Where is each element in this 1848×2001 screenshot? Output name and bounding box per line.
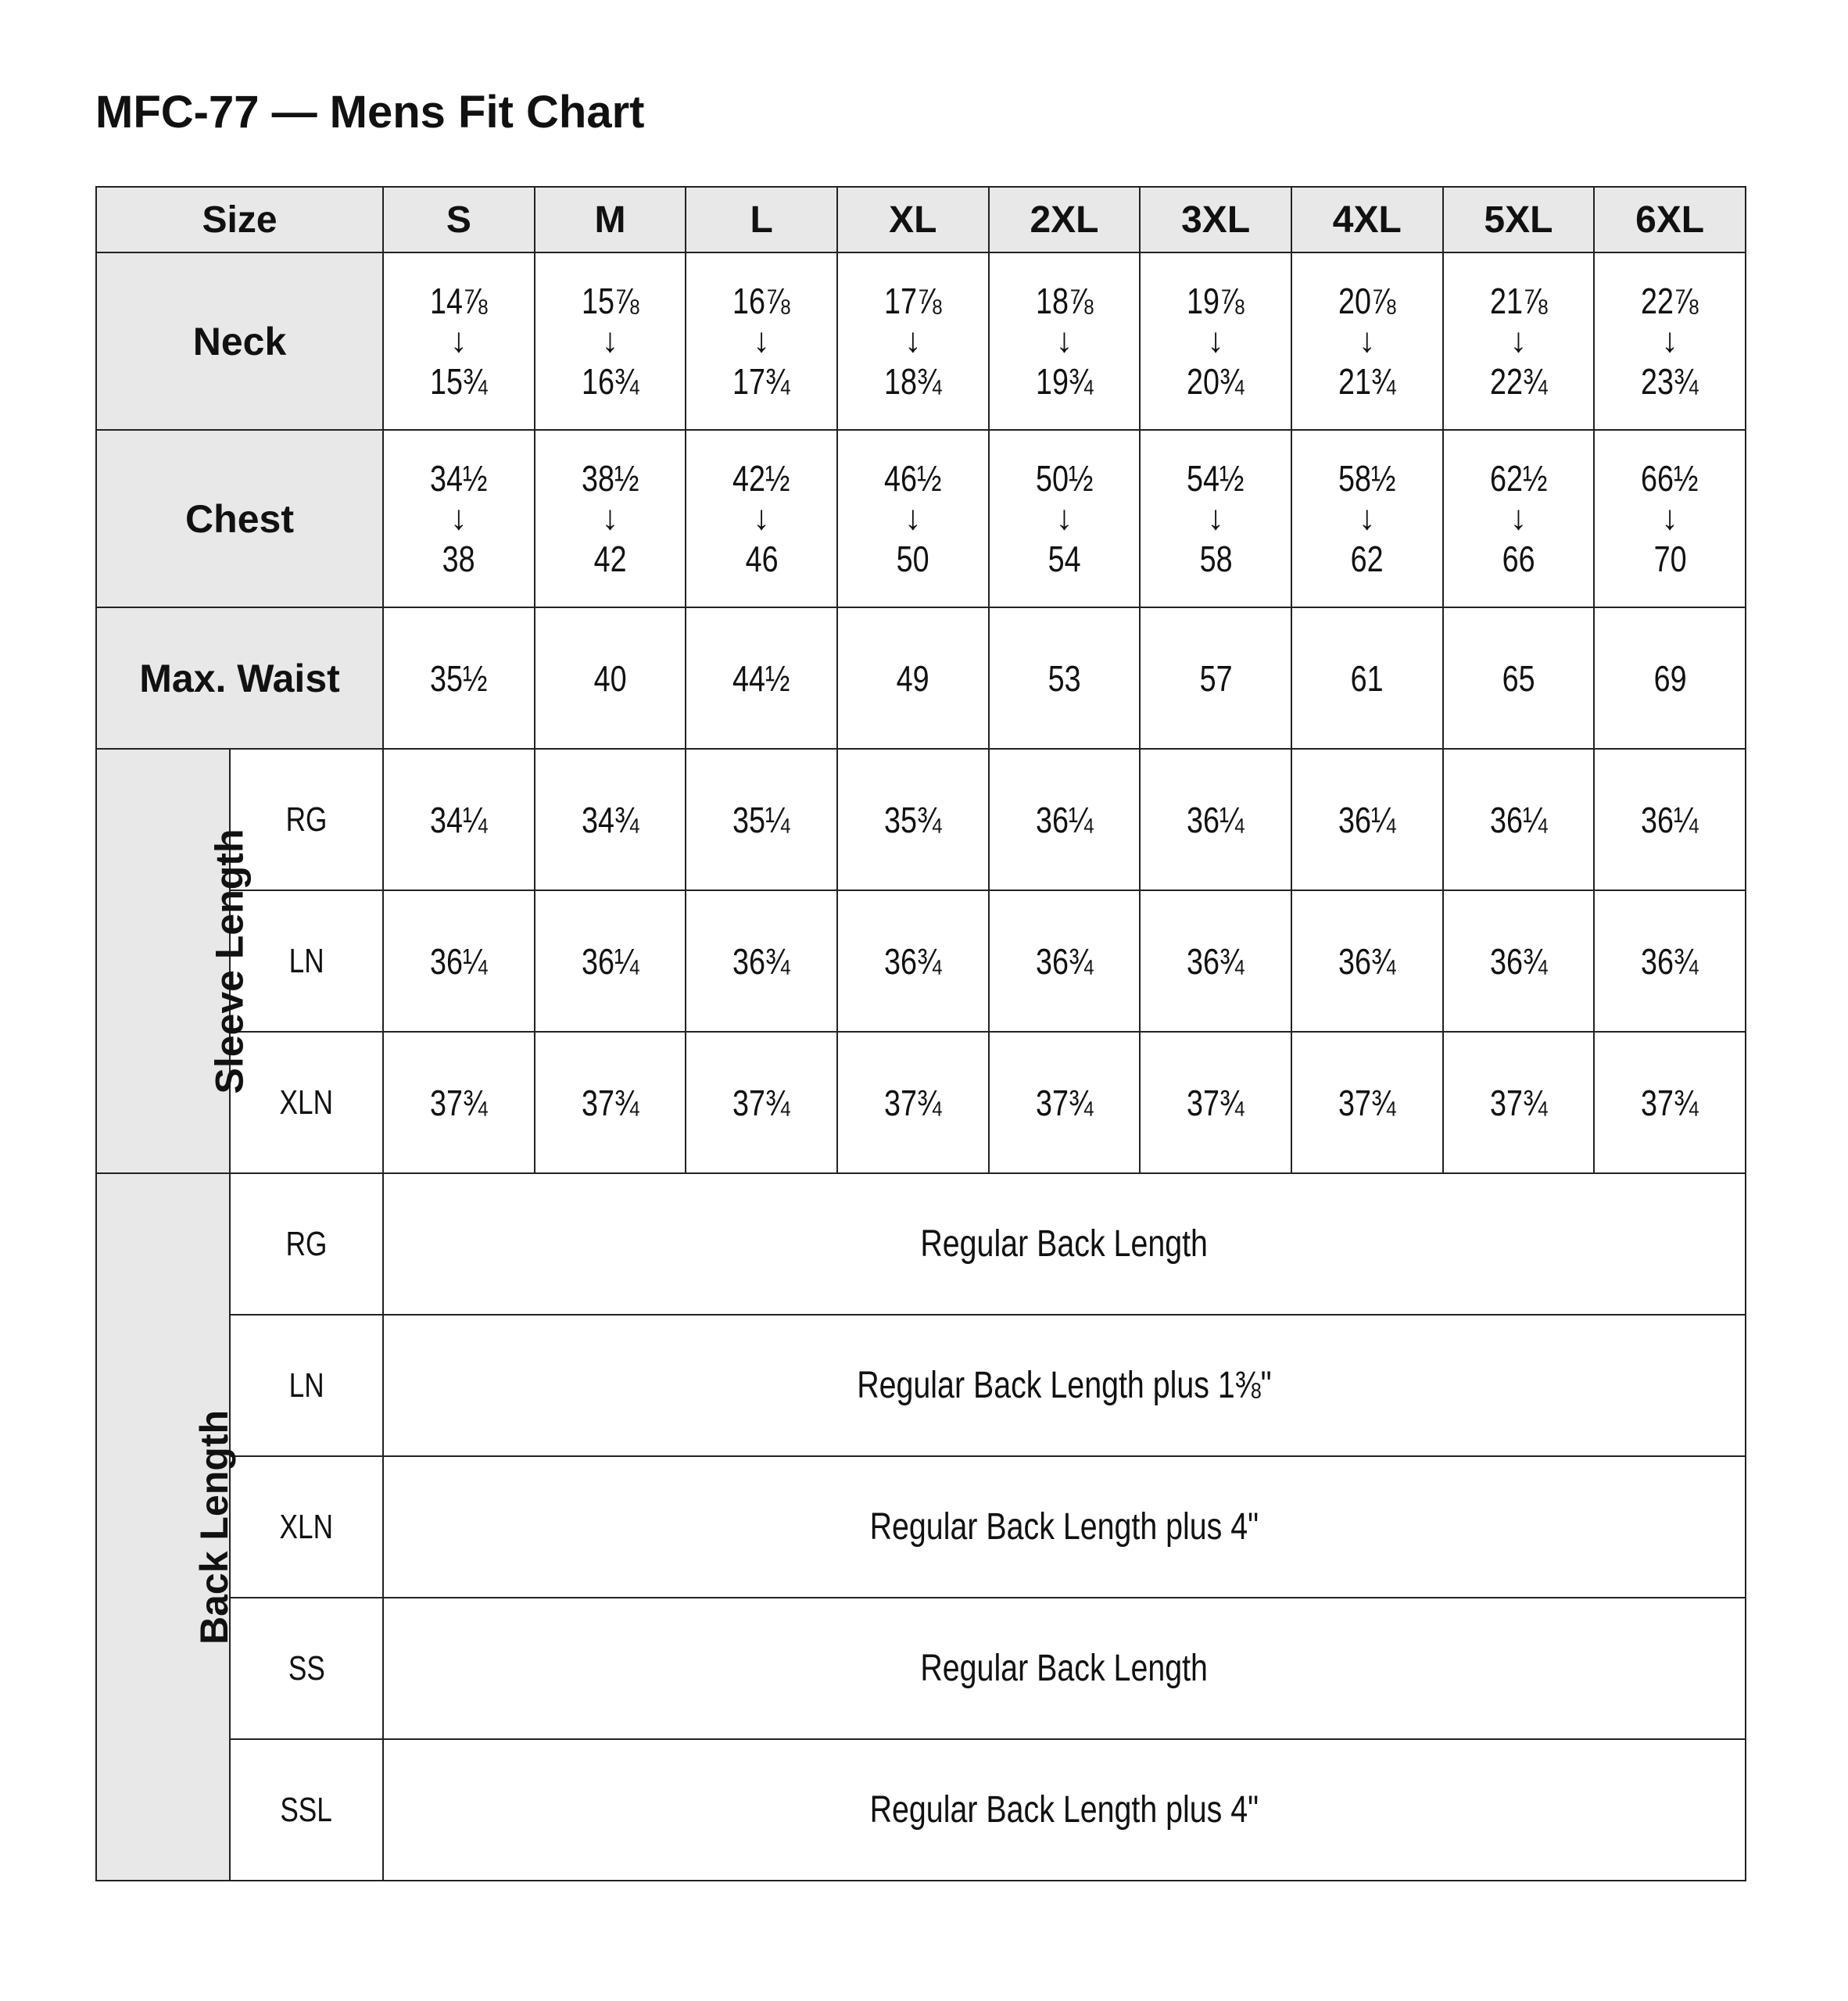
waist-row [96, 607, 1746, 749]
sleeve-value: 37¾ [1338, 1082, 1396, 1123]
chest-cell [1291, 430, 1443, 607]
sleeve-cell [1140, 1032, 1291, 1173]
arrow-down-icon: ↓ [1661, 321, 1679, 360]
waist-cell [1594, 607, 1746, 749]
size-column-header: 4XL [1291, 187, 1443, 252]
sleeve-cell [1140, 749, 1291, 890]
back-length-label: Back Length [192, 1409, 237, 1645]
arrow-down-icon: ↓ [601, 321, 619, 360]
sleeve-cell [989, 1032, 1141, 1173]
sleeve-value: 37¾ [1641, 1082, 1699, 1123]
sleeve-cell [1443, 749, 1595, 890]
arrow-down-icon: ↓ [1358, 499, 1376, 538]
sleeve-cell [837, 1032, 989, 1173]
arrow-down-icon: ↓ [904, 499, 922, 538]
neck-row [96, 252, 1746, 430]
arrow-down-icon: ↓ [1055, 321, 1073, 360]
neck-range-to: 21¾ [1338, 360, 1396, 402]
sleeve-value: 37¾ [732, 1082, 790, 1123]
sleeve-value: 37¾ [1035, 1082, 1094, 1123]
chest-range-to: 46 [745, 538, 779, 579]
waist-value: 65 [1502, 657, 1535, 699]
neck-range-from: 19⅞ [1187, 281, 1245, 322]
waist-value: 40 [593, 657, 627, 699]
chest-range-from: 38½ [581, 458, 639, 499]
sleeve-value: 36¾ [1035, 940, 1094, 982]
sleeve-value: 34¼ [430, 799, 488, 840]
chest-range-from: 66½ [1641, 458, 1699, 499]
sleeve-value: 36¾ [1641, 940, 1699, 982]
neck-range-from: 16⅞ [732, 281, 790, 322]
sleeve-value: 35¾ [884, 799, 942, 840]
neck-range-from: 17⅞ [884, 281, 942, 322]
sleeve-fit-label [230, 1032, 383, 1173]
neck-cell [535, 252, 686, 430]
arrow-down-icon: ↓ [904, 321, 922, 360]
sleeve-value: 35¼ [732, 799, 790, 840]
sleeve-value: 37¾ [1187, 1082, 1245, 1123]
neck-cell [1594, 252, 1746, 430]
neck-range-to: 15¾ [430, 360, 488, 402]
sleeve-cell [1594, 749, 1746, 890]
chest-range-to: 58 [1199, 538, 1233, 579]
fit-code: LN [288, 941, 324, 980]
sleeve-fit-label [230, 749, 383, 890]
sleeve-row [96, 749, 1746, 890]
back-fit-label [230, 1739, 383, 1881]
waist-cell [1291, 607, 1443, 749]
waist-value: 57 [1199, 657, 1233, 699]
waist-cell [837, 607, 989, 749]
sleeve-value: 36¾ [732, 940, 790, 982]
sleeve-cell [1291, 749, 1443, 890]
chest-range-to: 50 [896, 538, 929, 579]
sleeve-cell [837, 749, 989, 890]
neck-cell [383, 252, 535, 430]
sleeve-cell [1443, 1032, 1595, 1173]
size-column-header: 6XL [1594, 187, 1746, 252]
arrow-down-icon: ↓ [753, 321, 771, 360]
neck-cell [1291, 252, 1443, 430]
back-row [96, 1173, 1746, 1315]
waist-cell [686, 607, 837, 749]
chest-range-to: 62 [1350, 538, 1384, 579]
chest-range-to: 70 [1653, 538, 1687, 579]
back-length-text: Regular Back Length plus 1⅜" [857, 1365, 1272, 1406]
sleeve-value: 36¾ [1489, 940, 1548, 982]
chest-cell [837, 430, 989, 607]
chest-row [96, 430, 1746, 607]
waist-value: 35½ [430, 657, 488, 699]
back-length-text: Regular Back Length plus 4" [869, 1506, 1259, 1548]
chest-range-from: 46½ [884, 458, 942, 499]
sleeve-cell [535, 1032, 686, 1173]
fit-code: LN [288, 1366, 324, 1405]
sleeve-cell [1140, 890, 1291, 1032]
sleeve-cell [1594, 890, 1746, 1032]
waist-cell [989, 607, 1141, 749]
chest-range-from: 50½ [1035, 458, 1094, 499]
arrow-down-icon: ↓ [449, 499, 467, 538]
sleeve-cell [383, 890, 535, 1032]
sleeve-value: 34¾ [581, 799, 639, 840]
sleeve-fit-label [230, 890, 383, 1032]
size-column-header: M [535, 187, 686, 252]
arrow-down-icon: ↓ [1510, 321, 1527, 360]
back-fit-label [230, 1315, 383, 1456]
arrow-down-icon: ↓ [1510, 499, 1527, 538]
chest-range-to: 66 [1502, 538, 1535, 579]
waist-label: Max. Waist [96, 607, 383, 749]
waist-value: 44½ [732, 657, 790, 699]
sleeve-value: 37¾ [581, 1082, 639, 1123]
waist-cell [1140, 607, 1291, 749]
neck-range-from: 22⅞ [1641, 281, 1699, 322]
size-header: Size [96, 187, 383, 252]
sleeve-cell [989, 890, 1141, 1032]
neck-range-from: 18⅞ [1035, 281, 1094, 322]
chest-cell [383, 430, 535, 607]
arrow-down-icon: ↓ [449, 321, 467, 360]
back-length-text: Regular Back Length [920, 1223, 1209, 1265]
sleeve-value: 36¼ [581, 940, 639, 982]
neck-range-from: 15⅞ [581, 281, 639, 322]
size-column-header: XL [837, 187, 989, 252]
arrow-down-icon: ↓ [1207, 499, 1225, 538]
back-length-text: Regular Back Length plus 4" [869, 1789, 1259, 1831]
sleeve-value: 37¾ [884, 1082, 942, 1123]
arrow-down-icon: ↓ [1358, 321, 1376, 360]
chest-range-to: 42 [593, 538, 627, 579]
chest-cell [1443, 430, 1595, 607]
waist-value: 69 [1653, 657, 1687, 699]
neck-range-to: 23¾ [1641, 360, 1699, 402]
chest-range-from: 54½ [1187, 458, 1245, 499]
sleeve-value: 36¾ [1187, 940, 1245, 982]
size-column-header: 2XL [989, 187, 1141, 252]
neck-range-from: 21⅞ [1489, 281, 1548, 322]
waist-cell [383, 607, 535, 749]
sleeve-cell [1291, 890, 1443, 1032]
arrow-down-icon: ↓ [1661, 499, 1679, 538]
chest-range-from: 42½ [732, 458, 790, 499]
page-title: MFC-77 — Mens Fit Chart [95, 87, 645, 138]
fit-code: SSL [280, 1790, 333, 1829]
sleeve-value: 36¾ [1338, 940, 1396, 982]
sleeve-value: 36¾ [884, 940, 942, 982]
size-column-header: L [686, 187, 837, 252]
chest-label: Chest [96, 430, 383, 607]
size-column-header: 5XL [1443, 187, 1595, 252]
sleeve-length-group [96, 749, 252, 1173]
size-column-header: 3XL [1140, 187, 1291, 252]
neck-cell [837, 252, 989, 430]
back-row [96, 1598, 1746, 1739]
neck-cell [1140, 252, 1291, 430]
sleeve-cell [1291, 1032, 1443, 1173]
back-length-cell [383, 1315, 1746, 1456]
sleeve-cell [686, 1032, 837, 1173]
fit-code: XLN [279, 1507, 334, 1546]
arrow-down-icon: ↓ [1055, 499, 1073, 538]
sleeve-cell [383, 1032, 535, 1173]
sleeve-cell [686, 749, 837, 890]
sleeve-value: 36¼ [1187, 799, 1245, 840]
chest-range-to: 38 [442, 538, 475, 579]
waist-value: 61 [1350, 657, 1384, 699]
sleeve-cell [1594, 1032, 1746, 1173]
sleeve-value: 36¼ [1641, 799, 1699, 840]
sleeve-value: 36¼ [1035, 799, 1094, 840]
chest-range-from: 62½ [1489, 458, 1548, 499]
chest-range-from: 58½ [1338, 458, 1396, 499]
chest-range-to: 54 [1048, 538, 1081, 579]
waist-cell [535, 607, 686, 749]
back-length-cell [383, 1456, 1746, 1598]
neck-range-to: 22¾ [1489, 360, 1548, 402]
fit-code: RG [285, 800, 328, 839]
fit-code: SS [288, 1648, 325, 1688]
neck-range-to: 17¾ [732, 360, 790, 402]
back-row [96, 1456, 1746, 1598]
arrow-down-icon: ↓ [601, 499, 619, 538]
chest-cell [535, 430, 686, 607]
sleeve-length-label: Sleeve Length [207, 829, 252, 1094]
waist-value: 53 [1048, 657, 1081, 699]
sleeve-cell [1443, 890, 1595, 1032]
sleeve-value: 37¾ [1489, 1082, 1548, 1123]
fit-code: XLN [279, 1083, 334, 1122]
sleeve-cell [989, 749, 1141, 890]
neck-range-from: 20⅞ [1338, 281, 1396, 322]
chest-cell [686, 430, 837, 607]
chest-cell [989, 430, 1141, 607]
back-row [96, 1315, 1746, 1456]
sleeve-cell [383, 749, 535, 890]
sleeve-row [96, 1032, 1746, 1173]
neck-range-to: 18¾ [884, 360, 942, 402]
back-length-cell [383, 1739, 1746, 1881]
back-length-text: Regular Back Length [920, 1648, 1209, 1689]
sleeve-cell [535, 749, 686, 890]
neck-label: Neck [96, 252, 383, 430]
sleeve-value: 36¼ [430, 940, 488, 982]
back-fit-label [230, 1456, 383, 1598]
waist-value: 49 [896, 657, 929, 699]
back-length-group [96, 1173, 237, 1881]
back-fit-label [230, 1173, 383, 1315]
sleeve-row [96, 890, 1746, 1032]
sleeve-cell [686, 890, 837, 1032]
chest-range-from: 34½ [430, 458, 488, 499]
fit-chart-table [95, 186, 1746, 1881]
neck-cell [989, 252, 1141, 430]
back-length-cell [383, 1598, 1746, 1739]
neck-range-to: 19¾ [1035, 360, 1094, 402]
neck-cell [686, 252, 837, 430]
sleeve-value: 36¼ [1338, 799, 1396, 840]
neck-range-from: 14⅞ [430, 281, 488, 322]
back-fit-label [230, 1598, 383, 1739]
neck-cell [1443, 252, 1595, 430]
back-row [96, 1739, 1746, 1881]
sleeve-value: 36¼ [1489, 799, 1548, 840]
neck-range-to: 16¾ [581, 360, 639, 402]
sleeve-cell [837, 890, 989, 1032]
chest-cell [1594, 430, 1746, 607]
arrow-down-icon: ↓ [753, 499, 771, 538]
sleeve-cell [535, 890, 686, 1032]
arrow-down-icon: ↓ [1207, 321, 1225, 360]
size-column-header: S [383, 187, 535, 252]
header-row [96, 187, 1746, 252]
neck-range-to: 20¾ [1187, 360, 1245, 402]
waist-cell [1443, 607, 1595, 749]
fit-code: RG [285, 1224, 328, 1263]
sleeve-value: 37¾ [430, 1082, 488, 1123]
chest-cell [1140, 430, 1291, 607]
back-length-cell [383, 1173, 1746, 1315]
